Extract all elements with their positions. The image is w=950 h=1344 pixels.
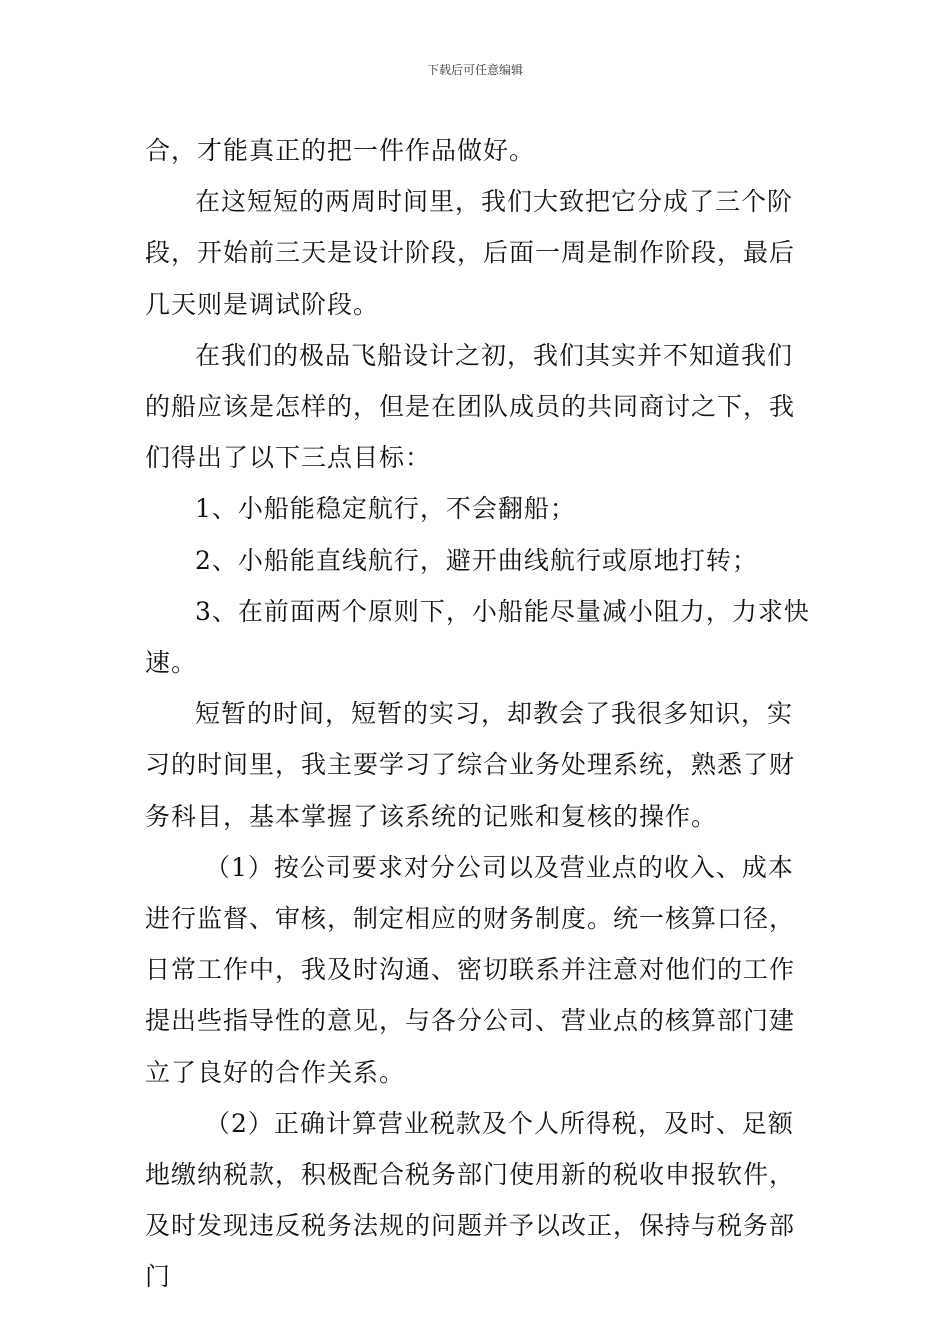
paragraph-internship: 短暂的时间，短暂的实习，却教会了我很多知识，实习的时间里，我主要学习了综合业务处理系统，熟悉了财务科目，基本掌握了该系统的记账和复核的操作。 [145,699,796,831]
paragraph-continuation: 合，才能真正的把一件作品做好。 [145,136,536,165]
list-item-goal-2: 2、小船能直线航行，避开曲线航行或原地打转； [195,545,758,575]
paragraph-duty-1: （1）按公司要求对分公司以及营业点的收入、成本进行监督、审核，制定相应的财务制度。统一核算口径，日常工作中，我及时沟通、密切联系并注意对他们的工作提出些指导性的意见，与各分公司、营业点的核算部门建立了良好的合作关系。 [145,852,796,1087]
paragraph-stages: 在这短短的两周时间里，我们大致把它分成了三个阶段，开始前三天是设计阶段，后面一周是制作阶段，最后几天则是调试阶段。 [145,187,796,319]
page-header: 下载后可任意编辑 [426,63,523,77]
paragraph-duty-2: （2）正确计算营业税款及个人所得税，及时、足额地缴纳税款，积极配合税务部门使用新的税收申报软件，及时发现违反税务法规的问题并予以改正，保持与税务部门 [145,1108,796,1292]
list-item-goal-1: 1、小船能稳定航行，不会翻船； [195,494,576,524]
document-body [145,125,810,1303]
list-item-goal-3: 3、在前面两个原则下，小船能尽量减小阻力，力求快速。 [145,596,810,678]
paragraph-design-goals: 在我们的极品飞船设计之初，我们其实并不知道我们的船应该是怎样的，但是在团队成员的共同商讨之下，我们得出了以下三点目标： [145,340,796,473]
